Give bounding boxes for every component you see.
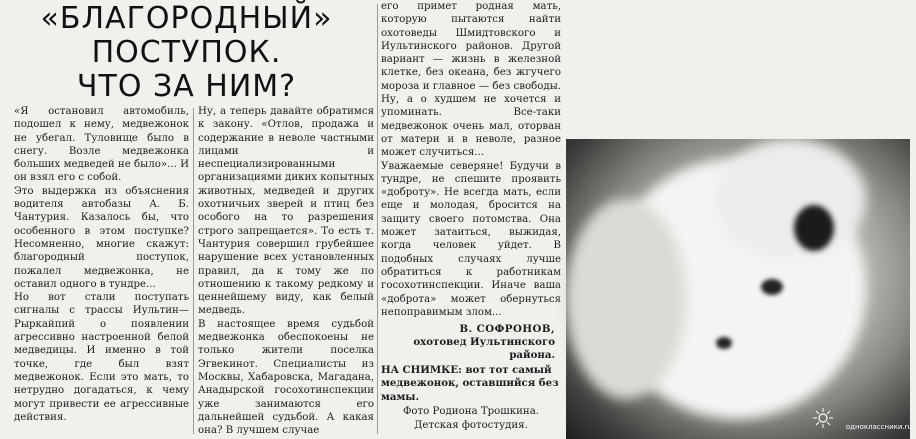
watermark-text: одноклассники.ru <box>845 423 912 431</box>
column-divider <box>193 108 194 434</box>
column-divider <box>377 4 378 434</box>
bear-nose <box>761 279 783 295</box>
article-column-3: его примет родная мать, которую пытаются найти охотоведы Шмидтовского и Иультинского районов. Другой вариант — жизнь в железной клетке, без океана, без жгучего мороза и главное — без свободы. Ну, а о худшем не хочется и упоминать. Все-таки медвежонок очень мал, оторван от матери и в неволе, разное может случиться... Уважаемые северяне! Будучи в тундре, не спешите проявить «доброту». Не всегда мать, если еще и молодая, бросится на защиту своего потомства. Она может затаиться, выжидая, когда человек уйдет. В подобных случаях лучше обратиться к работникам госохотинспекции. Иначе ваша «доброта» может обернуться непоправимым злом... <box>381 1 561 318</box>
photo-studio-credit: Детская фотостудия. <box>414 420 528 431</box>
article-column-1: «Я остановил автомобиль, подошел к нему, медвежонок не убегал. Туловище было в снегу. Возле медвежонка больших медведей не было»... И он взял его с собой. Это выдержка из объяснения водителя автобазы А. Б. Чантурия. Казалось бы, что особенного в этом поступке? Несомненно, многие скажут: благородный поступок, пожалел медвежонка, не оставил одного в тундре... Но вот стали поступать сигналы с трассы Иультин—Рыркайпий о появлении агрессивно настроенной белой медведицы. И именно в той точке, где был взят медвежонок. Если это мать, то нетрудно догадаться, к чему могут привести ее агрессивные действия. <box>14 106 189 423</box>
polar-bear-cub-photo <box>566 139 910 439</box>
photo-credit: Фото Родиона Трошкина. <box>402 406 540 417</box>
headline-line-2: ПОСТУПОК. <box>91 35 282 70</box>
author-name: В. СОФРОНОВ, <box>459 323 555 335</box>
author-role: охотовед Иультинского района. <box>413 336 555 362</box>
photo-caption: НА СНИМКЕ: вот тот самый медвежонок, оставшийся без мамы. <box>381 364 559 403</box>
fur-highlight <box>716 139 866 259</box>
sun-logo-icon <box>812 407 834 429</box>
bear-eye <box>794 205 834 251</box>
article-column-2: Ну, а теперь давайте обратимся к закону. «Отлов, продажа и содержание в неволе частными лицами и неспециализированными организациями диких копытных животных, медведей и других охотничьих зверей и птиц без особого на то разрешения строго запрещается». То есть т. Чантурия совершил грубейшее нарушение всех установленных правил, да к тому же по отношению к такому редкому и ценнейшему виду, как белый медведь. В настоящее время судьбой медвежонка обеспокоены не только жители поселка Эгвекинот. Специалисты из Москвы, Хабаровска, Магадана, Анадырской госохотинспекции уже занимаются его дальнейшей судьбой. А какая она? В лучшем случае <box>198 106 374 437</box>
headline-line-3: ЧТО ЗА НИМ? <box>76 69 297 104</box>
fur-shadow <box>566 199 686 399</box>
headline-line-1: «БЛАГОРОДНЫЙ» <box>40 1 333 36</box>
article-headline <box>14 2 359 104</box>
bear-mouth <box>716 337 732 349</box>
site-watermark <box>812 405 912 435</box>
